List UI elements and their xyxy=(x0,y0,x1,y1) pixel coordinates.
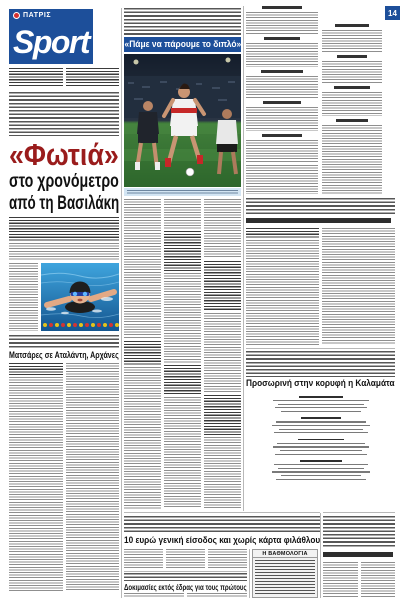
fixtures-text xyxy=(322,125,382,194)
masthead xyxy=(9,9,93,64)
football-photo-caption xyxy=(124,188,241,196)
text-column xyxy=(66,363,120,592)
fixture-line xyxy=(275,454,367,455)
fixtures-heading xyxy=(337,55,367,58)
logo-emblem-icon xyxy=(13,12,20,19)
swimmer-image xyxy=(41,263,119,331)
results-heading xyxy=(262,6,302,9)
league-deck xyxy=(246,351,395,377)
text-column xyxy=(204,199,241,509)
aek-headline xyxy=(323,552,393,557)
tickets-headline xyxy=(124,536,320,546)
fixture-line xyxy=(279,429,363,430)
fixture-line xyxy=(278,404,364,405)
swimming-headline-line-2 xyxy=(9,172,119,192)
results-text xyxy=(246,107,318,131)
fixtures-text xyxy=(322,61,382,83)
fixture-line xyxy=(273,446,369,447)
headline-text: από τη Βασιλάκη xyxy=(9,194,119,214)
league-headline xyxy=(246,379,395,389)
local-matches-deck xyxy=(9,335,119,349)
staff-credits-text xyxy=(66,68,120,87)
column-rule xyxy=(320,513,321,598)
body-text xyxy=(204,395,241,435)
staff-credits-text xyxy=(9,68,63,87)
body-text xyxy=(9,377,63,592)
body-text xyxy=(246,228,319,238)
staff-credits xyxy=(9,68,119,87)
body-text xyxy=(124,199,161,339)
body-text xyxy=(322,228,395,345)
football-match-photo xyxy=(124,54,241,187)
swimming-intro-text xyxy=(9,217,119,241)
fixtures-heading xyxy=(334,86,370,89)
text-column xyxy=(246,228,319,345)
results-heading xyxy=(262,134,302,137)
local-matches-headline xyxy=(9,351,119,361)
fixture-line xyxy=(276,421,366,422)
body-text xyxy=(361,562,396,598)
local-matches-body xyxy=(9,363,119,592)
body-text xyxy=(9,363,63,375)
body-text xyxy=(208,549,247,569)
swimming-deck xyxy=(9,92,119,136)
body-text xyxy=(204,313,241,393)
fixture-heading xyxy=(299,396,343,398)
results-heading xyxy=(261,70,303,73)
section-rule xyxy=(124,571,247,572)
standings-rows xyxy=(255,560,315,596)
football-headline-banner xyxy=(124,37,241,52)
football-deck xyxy=(124,8,241,35)
away-tests-headline xyxy=(124,583,247,592)
fixture-heading xyxy=(298,439,344,441)
fixtures-text xyxy=(322,92,382,116)
headline-text: Προσωρινή στην κορυφή η Καλαμάτα xyxy=(246,379,395,389)
fixture-heading xyxy=(300,460,342,462)
body-text xyxy=(164,199,201,229)
body-text xyxy=(246,240,319,345)
away-tests-body xyxy=(124,593,247,598)
column-rule xyxy=(249,549,250,598)
caption-text xyxy=(127,190,238,194)
league-fixtures xyxy=(246,393,395,509)
fixture-heading xyxy=(301,417,341,419)
fixture-line xyxy=(276,479,366,480)
body-text xyxy=(204,437,241,509)
section-rule xyxy=(323,512,395,513)
away-tests-deck xyxy=(124,573,247,581)
cup-deck xyxy=(246,198,395,214)
text-column xyxy=(164,199,201,509)
results-text xyxy=(246,140,318,162)
results-list xyxy=(246,6,318,194)
fixture-line xyxy=(272,471,370,472)
body-text xyxy=(124,593,184,598)
column-rule xyxy=(121,8,122,598)
fixture-line xyxy=(281,475,361,476)
headline-text: στο χρονόμετρο xyxy=(9,172,119,192)
tickets-body xyxy=(124,549,247,569)
swimming-body-text xyxy=(9,243,119,261)
body-text xyxy=(187,593,247,598)
tickets-deck xyxy=(124,516,320,533)
body-text xyxy=(124,367,161,509)
body-text xyxy=(66,363,120,592)
headline-text: Δοκιμασίες εκτός έδρας για τους πρώτους xyxy=(124,583,247,592)
body-text xyxy=(164,365,201,395)
results-text xyxy=(246,76,318,98)
football-body xyxy=(124,199,241,509)
body-text xyxy=(204,261,241,311)
fixture-line xyxy=(281,411,361,412)
aek-body xyxy=(323,562,395,598)
football-image xyxy=(124,54,241,187)
body-text xyxy=(323,562,358,598)
fixture-line xyxy=(274,464,368,465)
body-text xyxy=(166,549,205,569)
headline-text: 10 ευρώ γενική είσοδος και χωρίς κάρτα φιλάθλου xyxy=(124,536,320,546)
headline-text: «Πάμε να πάρουμε το διπλό» xyxy=(124,38,241,50)
cup-headline xyxy=(246,218,391,223)
body-text xyxy=(124,341,161,365)
fixture-line xyxy=(278,468,364,469)
text-column xyxy=(124,199,161,509)
fixtures-text xyxy=(322,30,382,52)
section-title: Sport xyxy=(13,24,90,60)
standings-title: Η ΒΑΘΜΟΛΟΓΙΑ xyxy=(253,550,317,558)
headline-text: «Φωτιά» xyxy=(9,139,119,170)
fixture-line xyxy=(274,432,368,433)
body-text xyxy=(124,549,163,569)
fixtures-heading xyxy=(336,119,368,122)
text-column xyxy=(9,363,63,592)
body-text xyxy=(164,397,201,509)
cup-body xyxy=(246,228,395,345)
results-heading xyxy=(264,37,300,40)
fixture-line xyxy=(277,443,365,444)
standings-table xyxy=(252,549,318,598)
aek-deck xyxy=(323,516,395,548)
page-number: 14 xyxy=(385,6,400,20)
text-column xyxy=(322,228,395,345)
fixture-line xyxy=(272,425,370,426)
results-text xyxy=(246,12,318,34)
fixtures-heading xyxy=(335,24,369,27)
body-text xyxy=(164,273,201,363)
swimming-body-text xyxy=(9,263,38,331)
section-rule xyxy=(124,512,320,513)
fixture-line xyxy=(273,400,369,401)
paper-name: ΠΑΤΡΙΣ xyxy=(23,12,52,19)
body-text xyxy=(164,231,201,271)
swimming-headline-line-1 xyxy=(9,139,119,170)
paper-logo xyxy=(9,9,93,22)
body-text xyxy=(204,199,241,259)
column-rule xyxy=(243,6,244,511)
fixture-line xyxy=(275,407,367,408)
swimming-headline-line-3 xyxy=(9,194,119,214)
results-text xyxy=(246,43,318,67)
section-rule xyxy=(246,348,395,349)
results-text xyxy=(246,165,318,194)
results-heading xyxy=(263,101,301,104)
swimmer-photo xyxy=(41,263,119,331)
fixtures-list xyxy=(322,24,382,194)
headline-text: Ματσάρες σε Αταλάντη, Αρχάνες xyxy=(9,351,119,361)
fixture-line xyxy=(280,450,362,451)
